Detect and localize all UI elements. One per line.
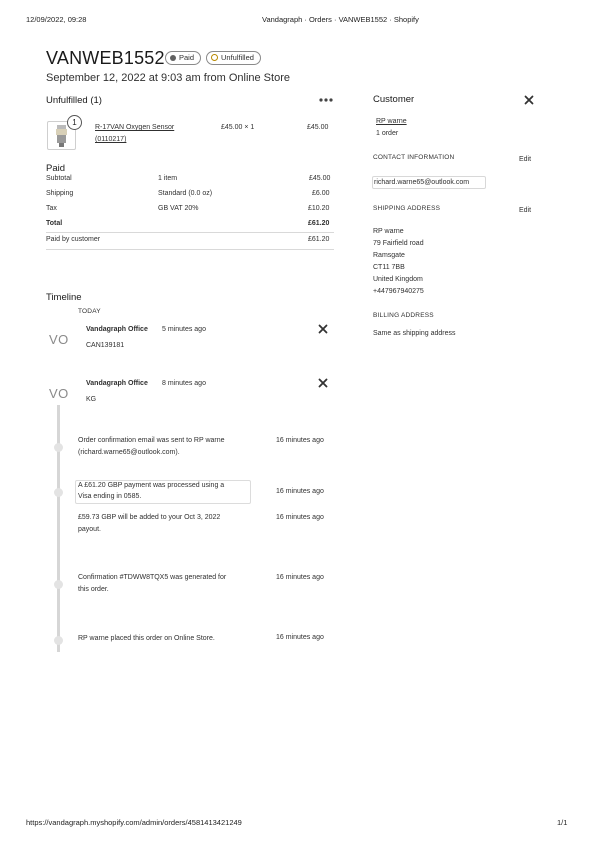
product-sku: (0110217) [95, 136, 127, 143]
product-total: £45.00 [307, 124, 329, 131]
shipping-line: Ramsgate [373, 252, 405, 259]
timeline-today: TODAY [78, 308, 101, 315]
edit-shipping-button[interactable]: Edit [519, 207, 532, 214]
customer-heading: Customer [373, 94, 415, 105]
shipping-line: RP warne [373, 228, 404, 235]
paid-dot-icon [170, 55, 176, 61]
paid-badge: Paid [165, 51, 201, 65]
tax-amount: £10.20 [308, 205, 330, 212]
tax-detail: GB VAT 20% [158, 205, 199, 212]
shipping-detail: Standard (0.0 oz) [158, 190, 213, 197]
paid-bottom-divider [46, 249, 334, 250]
shipping-amount: £6.00 [312, 190, 330, 197]
timeline-dot [54, 580, 63, 589]
unfulfilled-ring-icon [211, 54, 218, 61]
avatar: VO [49, 386, 69, 401]
product-price-qty: £45.00 × 1 [221, 124, 255, 131]
contact-heading: CONTACT INFORMATION [373, 154, 455, 161]
event-text: A £61.20 GBP payment was processed using a [78, 482, 225, 489]
shipping-address-heading: SHIPPING ADDRESS [373, 205, 441, 212]
customer-email[interactable]: richard.warne65@outlook.com [374, 179, 470, 186]
shipping-line: United Kingdom [373, 276, 423, 283]
total-amount: £61.20 [308, 220, 330, 227]
remove-customer-close-icon[interactable] [523, 94, 535, 106]
print-page-number: 1/1 [557, 818, 568, 827]
more-horizontal-icon[interactable] [318, 94, 334, 106]
comment-author: Vandagraph Office [86, 380, 148, 387]
shipping-line: +447967940275 [373, 288, 424, 295]
event-time: 16 minutes ago [276, 437, 324, 444]
event-text-2: this order. [78, 586, 109, 593]
avatar: VO [49, 332, 69, 347]
comment-text: CAN139181 [86, 342, 125, 349]
timeline-heading: Timeline [46, 292, 82, 303]
customer-name-link[interactable]: RP warne [376, 118, 407, 125]
event-text: RP warne placed this order on Online Store. [78, 635, 215, 642]
billing-address-text: Same as shipping address [373, 330, 456, 337]
paid-divider [46, 232, 334, 233]
product-name-link[interactable]: R-17VAN Oxygen Sensor [95, 124, 175, 131]
timeline-dot [54, 443, 63, 452]
timeline-dot [54, 488, 63, 497]
comment-time: 8 minutes ago [162, 380, 206, 387]
subtotal-detail: 1 item [158, 175, 178, 182]
event-text-2: Visa ending in 0585. [78, 493, 142, 500]
print-title: Vandagraph · Orders · VANWEB1552 · Shopify [262, 15, 419, 24]
edit-contact-button[interactable]: Edit [519, 156, 532, 163]
timeline-dot [54, 636, 63, 645]
event-text: Confirmation #TDWW8TQX5 was generated for [78, 574, 227, 581]
order-subtitle: September 12, 2022 at 9:03 am from Online Store [46, 72, 290, 84]
print-footer-url: https://vandagraph.myshopify.com/admin/orders/4581413421249 [26, 818, 242, 827]
comment-text: KG [86, 396, 97, 403]
print-datetime: 12/09/2022, 09:28 [26, 15, 87, 24]
event-time: 16 minutes ago [276, 574, 324, 581]
subtotal-label: Subtotal [46, 175, 72, 182]
comment-author: Vandagraph Office [86, 326, 148, 333]
event-time: 16 minutes ago [276, 488, 324, 495]
shipping-line: 79 Fairfield road [373, 240, 424, 247]
paid-by-customer-amount: £61.20 [308, 236, 330, 243]
billing-address-heading: BILLING ADDRESS [373, 312, 434, 319]
paid-heading: Paid [46, 163, 66, 174]
event-text: Order confirmation email was sent to RP warne [78, 437, 225, 444]
unfulfilled-badge: Unfulfilled [206, 51, 261, 65]
shipping-line: CT11 7BB [373, 264, 405, 271]
shipping-label: Shipping [46, 190, 74, 197]
subtotal-amount: £45.00 [309, 175, 331, 182]
delete-comment-close-icon[interactable] [317, 323, 329, 335]
comment-time: 5 minutes ago [162, 326, 206, 333]
customer-order-count: 1 order [376, 130, 399, 137]
event-text-2: payout. [78, 526, 101, 533]
event-text-2: (richard.warne65@outlook.com). [78, 449, 180, 456]
unfulfilled-heading: Unfulfilled (1) [46, 95, 102, 106]
total-label: Total [46, 220, 63, 227]
order-title: VANWEB1552 [46, 48, 165, 68]
paid-by-customer-label: Paid by customer [46, 236, 101, 243]
event-text: £59.73 GBP will be added to your Oct 3, 2022 [78, 514, 221, 521]
event-time: 16 minutes ago [276, 514, 324, 521]
event-time: 16 minutes ago [276, 634, 324, 641]
tax-label: Tax [46, 205, 57, 212]
delete-comment-close-icon[interactable] [317, 377, 329, 389]
quantity-badge: 1 [67, 115, 82, 130]
